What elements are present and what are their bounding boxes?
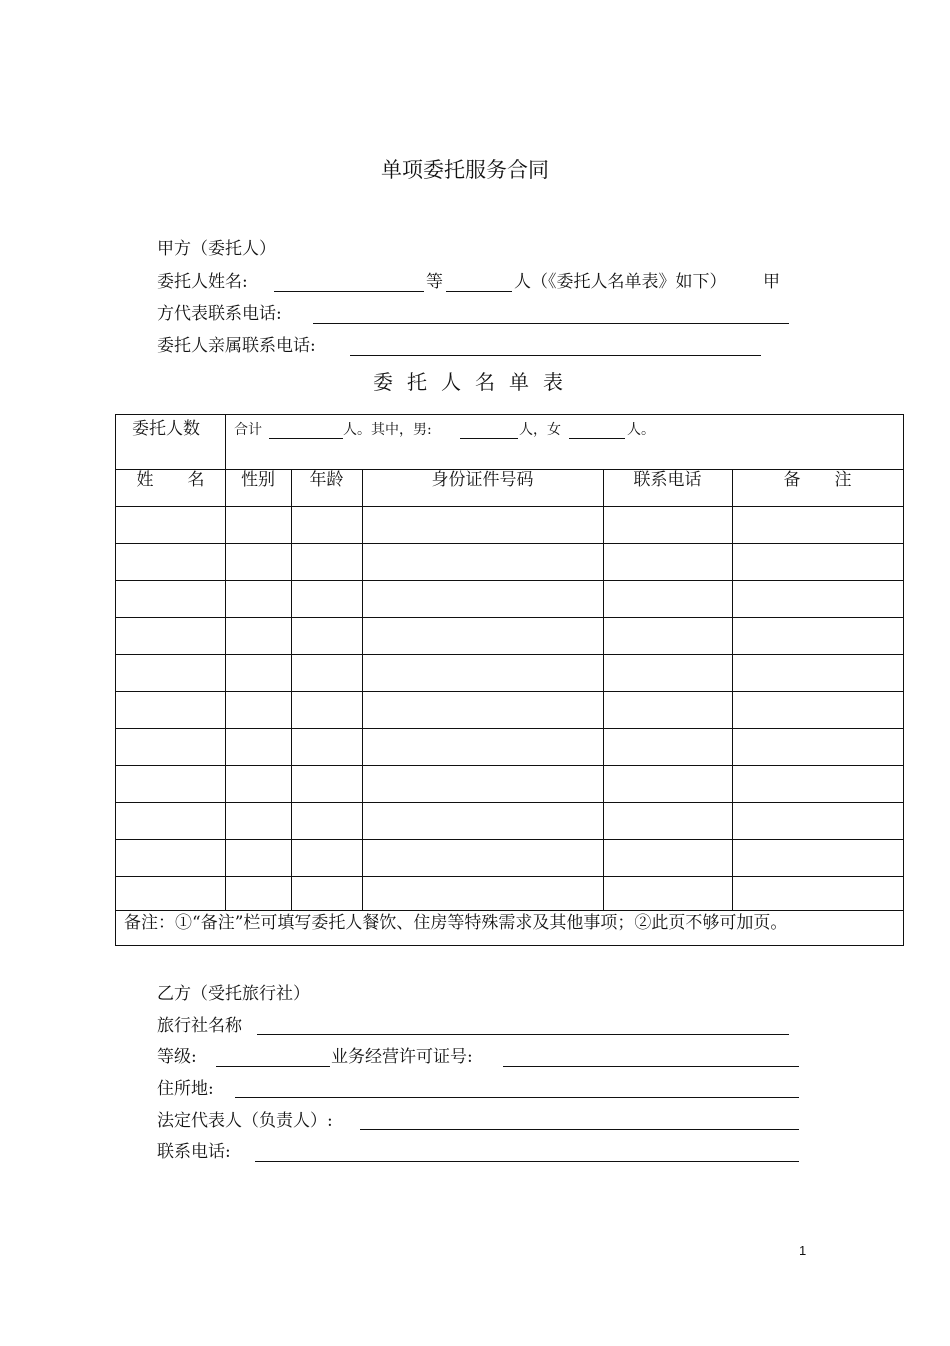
address-label: 住所地: xyxy=(157,1079,214,1099)
column-header-id-number: 身份证件号码 xyxy=(431,470,534,490)
client-count-blank[interactable] xyxy=(446,291,512,292)
party-b-heading: 乙方（受托旅行社） xyxy=(157,984,310,1004)
client-name-label: 委托人姓名: xyxy=(157,272,248,292)
total-label: 合计 xyxy=(234,422,262,438)
female-label: 人，女 xyxy=(519,422,561,438)
table-divider xyxy=(116,506,903,507)
rep-phone-blank[interactable] xyxy=(313,323,789,324)
party-a-heading: 甲方（委托人） xyxy=(157,239,276,259)
table-divider xyxy=(116,728,903,729)
legal-rep-label: 法定代表人（负责人）: xyxy=(157,1111,333,1131)
table-divider xyxy=(116,580,903,581)
address-blank[interactable] xyxy=(235,1097,799,1098)
table-divider xyxy=(291,469,292,910)
table-note: 备注：①“备注”栏可填写委托人餐饮、住房等特殊需求及其他事项；②此页不够可加页。 xyxy=(124,913,788,933)
license-label: 业务经营许可证号: xyxy=(331,1047,473,1067)
client-roster-table xyxy=(115,414,904,946)
jia-label: 甲 xyxy=(763,272,780,292)
table-divider xyxy=(116,691,903,692)
document-title: 单项委托服务合同 xyxy=(381,158,549,182)
table-divider xyxy=(116,654,903,655)
grade-label: 等级: xyxy=(157,1047,197,1067)
column-header-remarks: 备 注 xyxy=(783,470,852,490)
count-label: 委托人数 xyxy=(132,419,200,439)
page-number: 1 xyxy=(799,1243,807,1258)
table-divider xyxy=(732,469,733,910)
table-divider xyxy=(116,765,903,766)
table-divider xyxy=(116,617,903,618)
column-header-age: 年龄 xyxy=(309,470,344,490)
agency-phone-blank[interactable] xyxy=(255,1161,799,1162)
agency-name-label: 旅行社名称 xyxy=(157,1016,242,1036)
count-end-label: 人。 xyxy=(627,422,655,438)
table-divider xyxy=(116,543,903,544)
column-header-phone: 联系电话 xyxy=(633,470,702,490)
table-divider xyxy=(116,876,903,877)
male-count-blank[interactable] xyxy=(460,438,518,439)
etc-label: 等 xyxy=(426,272,443,292)
table-divider xyxy=(116,839,903,840)
total-count-blank[interactable] xyxy=(269,438,343,439)
people-label: 人（《委托人名单表》如下） xyxy=(514,272,727,292)
client-name-blank[interactable] xyxy=(274,291,424,292)
female-count-blank[interactable] xyxy=(569,438,625,439)
table-divider xyxy=(362,469,363,910)
male-label: 人。其中，男: xyxy=(343,422,432,438)
rep-phone-label: 方代表联系电话: xyxy=(157,304,282,324)
relative-phone-label: 委托人亲属联系电话: xyxy=(157,336,316,356)
table-divider xyxy=(225,415,226,469)
legal-rep-blank[interactable] xyxy=(360,1129,799,1130)
table-divider xyxy=(116,802,903,803)
table-divider xyxy=(116,910,903,911)
roster-title: 委托人名单表 xyxy=(373,370,577,394)
relative-phone-blank[interactable] xyxy=(350,355,761,356)
license-blank[interactable] xyxy=(503,1066,799,1067)
table-divider xyxy=(225,469,226,910)
agency-phone-label: 联系电话: xyxy=(157,1142,231,1162)
column-header-gender: 性别 xyxy=(241,470,275,490)
grade-blank[interactable] xyxy=(216,1066,330,1067)
table-divider xyxy=(603,469,604,910)
agency-name-blank[interactable] xyxy=(257,1034,789,1035)
column-header-name: 姓 名 xyxy=(136,470,205,490)
